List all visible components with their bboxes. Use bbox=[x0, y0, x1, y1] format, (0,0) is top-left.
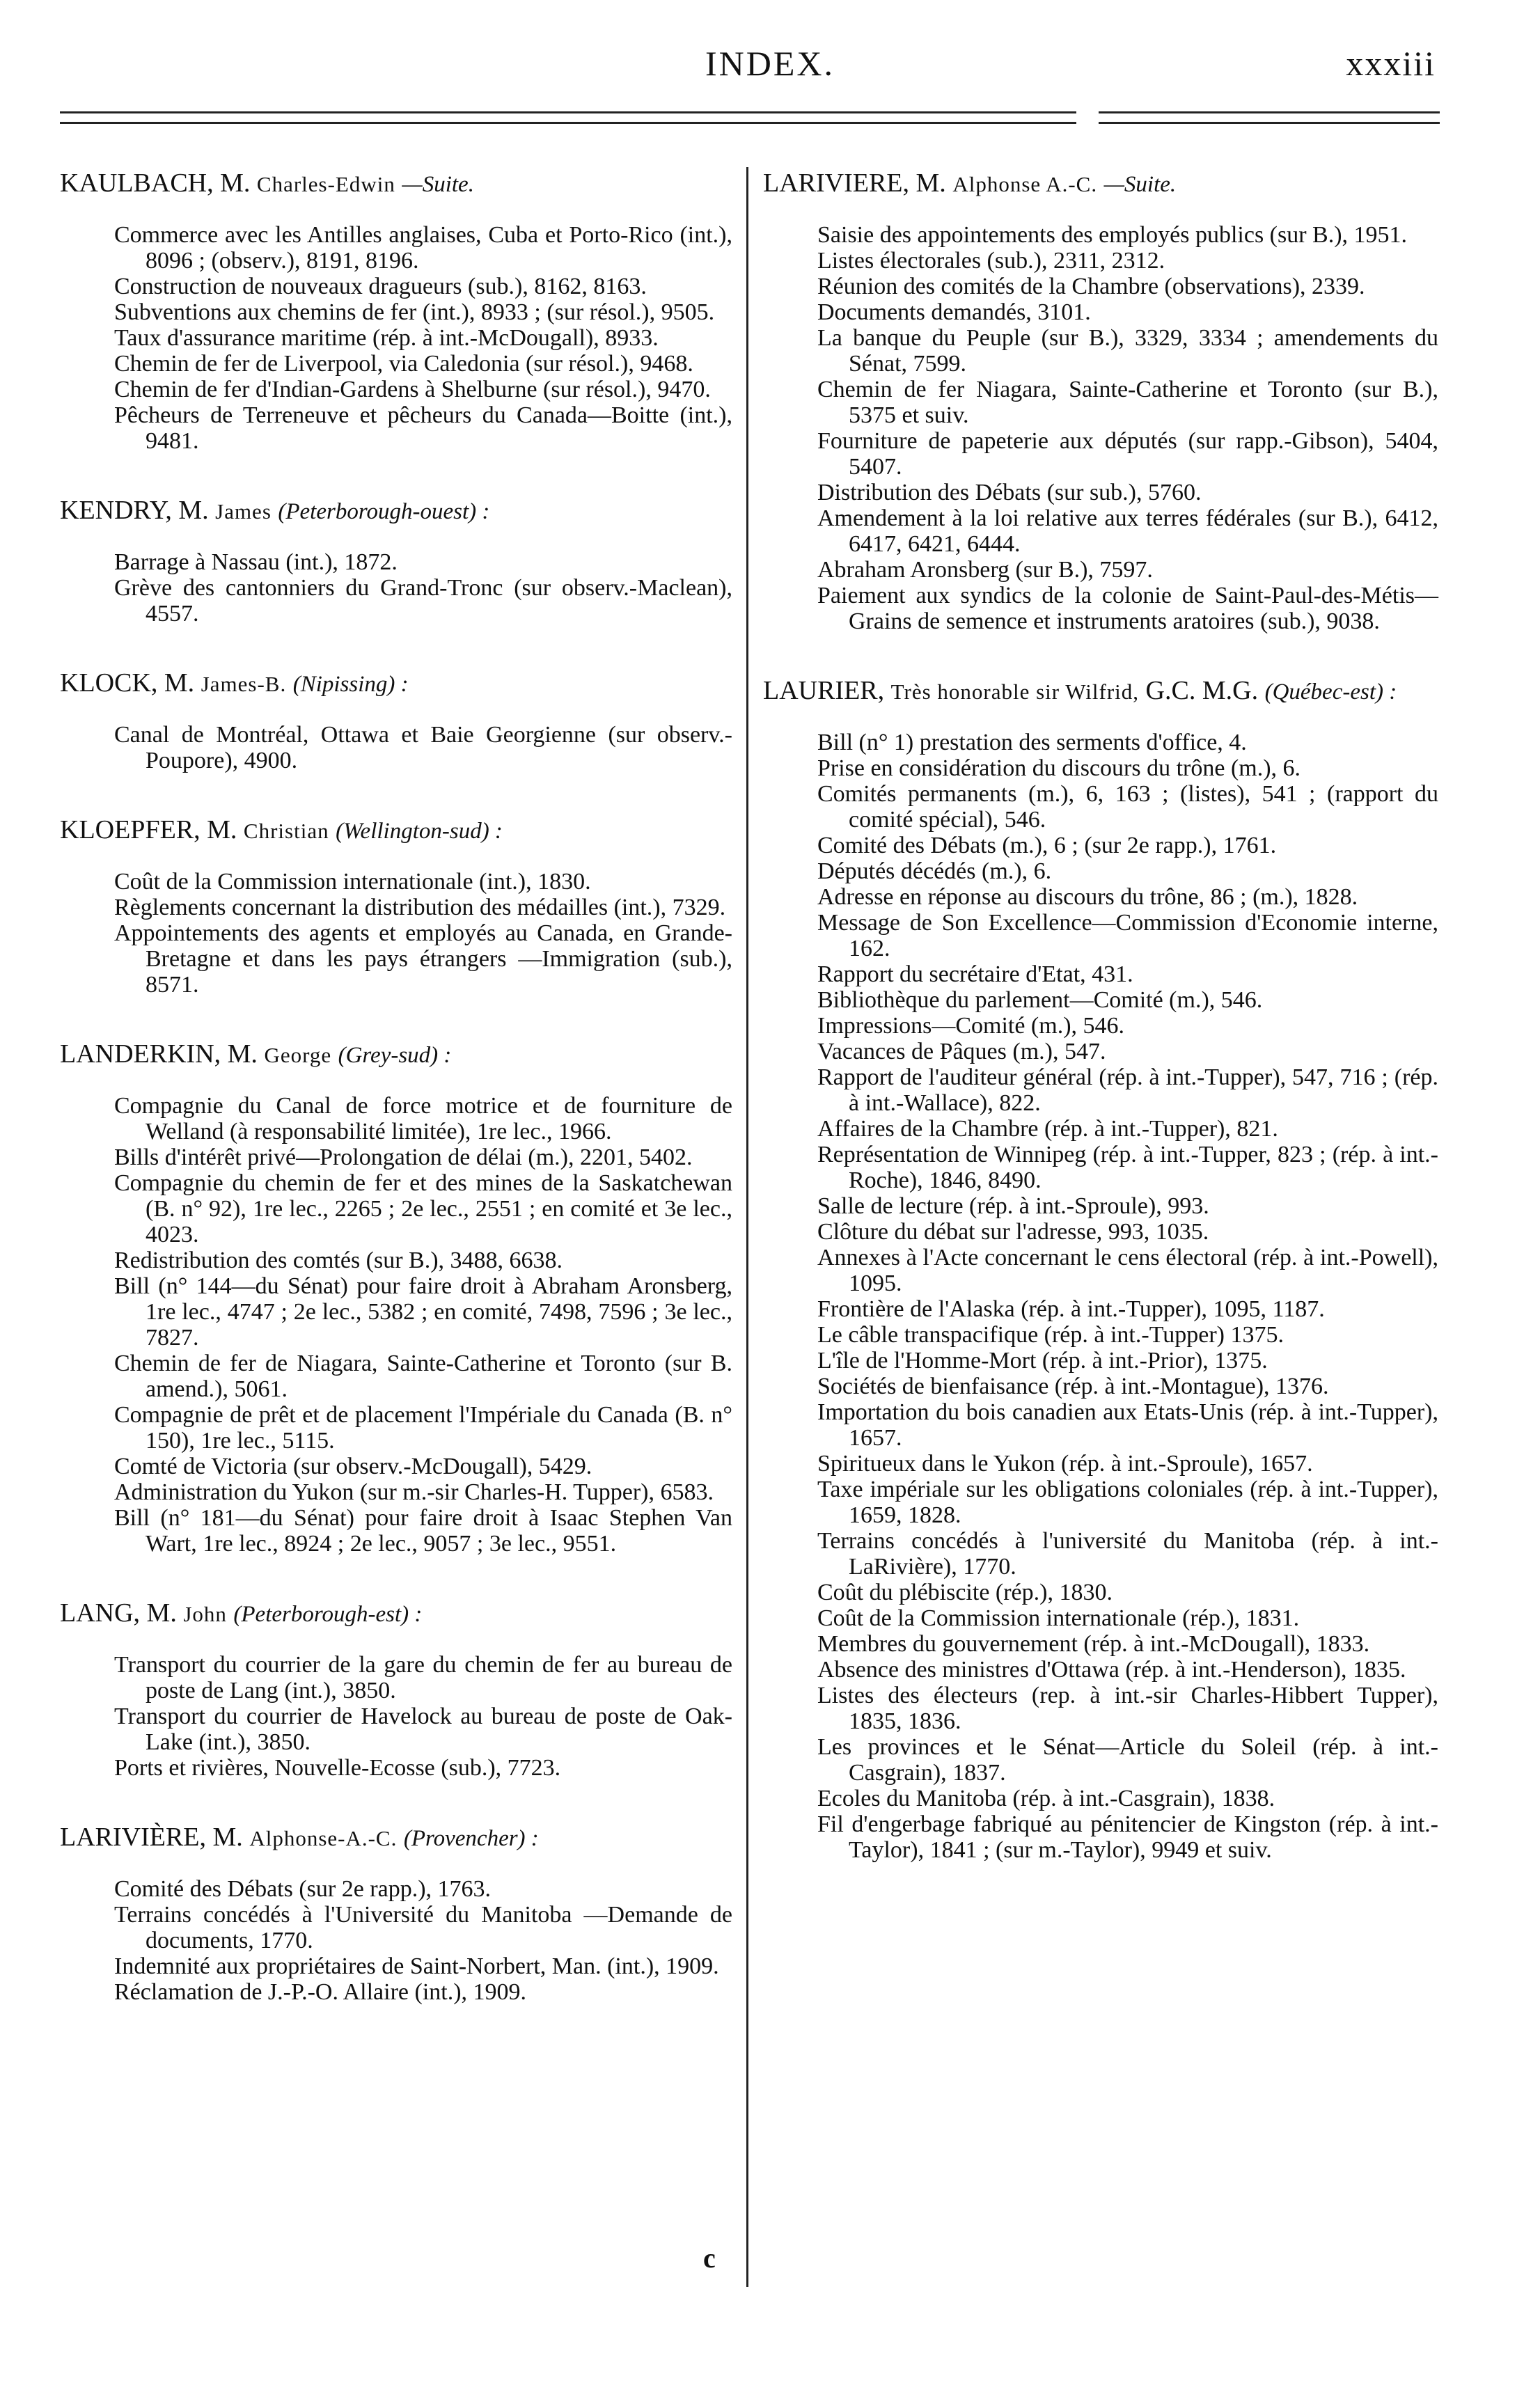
page-title: INDEX. bbox=[705, 44, 835, 83]
index-item: Bills d'intérêt privé—Prolongation de délai (m.), 2201, 5402. bbox=[114, 1144, 693, 1170]
index-item: Fil d'engerbage fabriqué au pénitencier de Kingston (rép. à int.-Taylor), 1841 ; (sur m.-Taylor), 9949 et suiv. bbox=[817, 1811, 1438, 1863]
index-item: Abraham Aronsberg (sur B.), 7597. bbox=[817, 557, 1153, 583]
member-surname: KLOEPFER, M. bbox=[60, 815, 237, 844]
index-item: Réunion des comités de la Chambre (observations), 2339. bbox=[817, 274, 1365, 299]
index-item: L'île de l'Homme-Mort (rép. à int.-Prior), 1375. bbox=[817, 1348, 1268, 1374]
index-item: Taxe impériale sur les obligations coloniales (rép. à int.-Tupper), 1659, 1828. bbox=[817, 1477, 1438, 1528]
index-item: Bill (n° 181—du Sénat) pour faire droit à Isaac Stephen Van Wart, 1re lec., 8924 ; 2e lec., 9057 ; 3e lec., 9551. bbox=[114, 1505, 732, 1557]
index-item: Bibliothèque du parlement—Comité (m.), 546. bbox=[817, 987, 1263, 1013]
entry-items bbox=[60, 549, 732, 627]
index-item: Rapport du secrétaire d'Etat, 431. bbox=[817, 961, 1133, 987]
index-item: Compagnie du Canal de force motrice et de fourniture de Welland (à responsabilité limitée), 1re lec., 1966. bbox=[114, 1093, 732, 1144]
entry-heading bbox=[60, 1821, 732, 1855]
index-item: Adresse en réponse au discours du trône, 86 ; (m.), 1828. bbox=[817, 884, 1358, 910]
index-item: Saisie des appointements des employés publics (sur B.), 1951. bbox=[817, 222, 1408, 248]
page-number: xxxiii bbox=[1346, 44, 1436, 83]
index-item: Fourniture de papeterie aux députés (sur rapp.-Gibson), 5404, 5407. bbox=[817, 428, 1438, 480]
index-item: Pêcheurs de Terreneuve et pêcheurs du Canada—Boitte (int.), 9481. bbox=[114, 402, 732, 454]
index-item: Comté de Victoria (sur observ.-McDougall), 5429. bbox=[114, 1454, 592, 1479]
member-surname: LANG, M. bbox=[60, 1598, 177, 1628]
member-riding: (Peterborough-est) : bbox=[233, 1602, 423, 1627]
member-given-name: Très honorable sir Wilfrid, bbox=[890, 679, 1140, 704]
index-item: Redistribution des comtés (sur B.), 3488, 6638. bbox=[114, 1248, 563, 1273]
index-item: Compagnie de prêt et de placement l'Impériale du Canada (B. n° 150), 1re lec., 5115. bbox=[114, 1402, 732, 1454]
index-item: Spiritueux dans le Yukon (rép. à int.-Sproule), 1657. bbox=[817, 1451, 1313, 1477]
member-surname: LAURIER, bbox=[763, 676, 885, 705]
index-item: Distribution des Débats (sur sub.), 5760. bbox=[817, 480, 1202, 505]
index-item: Subventions aux chemins de fer (int.), 8933 ; (sur résol.), 9505. bbox=[114, 299, 715, 325]
entry-heading bbox=[60, 1038, 732, 1072]
index-item: Coût du plébiscite (rép.), 1830. bbox=[817, 1580, 1113, 1605]
index-item: Coût de la Commission internationale (int.), 1830. bbox=[114, 869, 591, 895]
member-given-name: James bbox=[215, 499, 272, 524]
index-item: Salle de lecture (rép. à int.-Sproule), 993. bbox=[817, 1193, 1209, 1219]
index-item: Chemin de fer d'Indian-Gardens à Shelburne (sur résol.), 9470. bbox=[114, 377, 711, 402]
index-item: Comité des Débats (sur 2e rapp.), 1763. bbox=[114, 1876, 492, 1902]
index-item: Clôture du débat sur l'adresse, 993, 1035. bbox=[817, 1219, 1209, 1245]
member-surname: LARIVIÈRE, M. bbox=[60, 1823, 243, 1852]
index-entry bbox=[763, 167, 1438, 634]
index-item: Membres du gouvernement (rép. à int.-McDougall), 1833. bbox=[817, 1631, 1370, 1657]
index-item: Listes des électeurs (rep. à int.-sir Charles-Hibbert Tupper), 1835, 1836. bbox=[817, 1683, 1438, 1734]
member-surname: KLOCK, M. bbox=[60, 668, 195, 698]
member-riding: —Suite. bbox=[1103, 172, 1177, 197]
index-item: Comité des Débats (m.), 6 ; (sur 2e rapp.), 1761. bbox=[817, 833, 1277, 858]
member-riding: (Nipissing) : bbox=[292, 672, 409, 697]
header-rule-right bbox=[1099, 111, 1440, 124]
entry-items bbox=[60, 869, 732, 998]
entry-items bbox=[60, 722, 732, 773]
index-item: Réclamation de J.-P.-O. Allaire (int.), 1909. bbox=[114, 1979, 527, 2005]
index-item: Transport du courrier de la gare du chemin de fer au bureau de poste de Lang (int.), 3850. bbox=[114, 1652, 732, 1703]
index-item: Amendement à la loi relative aux terres fédérales (sur B.), 6412, 6417, 6421, 6444. bbox=[817, 505, 1438, 557]
header-rule-left bbox=[60, 111, 1076, 124]
entry-items bbox=[763, 222, 1438, 634]
member-honours: G.C. M.G. bbox=[1145, 676, 1259, 705]
index-item: Ports et rivières, Nouvelle-Ecosse (sub.), 7723. bbox=[114, 1755, 561, 1781]
member-given-name: Alphonse-A.-C. bbox=[249, 1826, 398, 1850]
entry-heading bbox=[60, 814, 732, 848]
entry-heading bbox=[763, 675, 1438, 709]
index-item: Comités permanents (m.), 6, 163 ; (listes), 541 ; (rapport du comité spécial), 546. bbox=[817, 781, 1438, 833]
member-riding: (Peterborough-ouest) : bbox=[278, 499, 490, 524]
column-divider bbox=[746, 167, 748, 2287]
entry-items bbox=[60, 1093, 732, 1557]
entry-items bbox=[60, 1876, 732, 2005]
member-given-name: Charles-Edwin bbox=[256, 172, 395, 196]
entry-heading bbox=[60, 494, 732, 528]
index-item: Impressions—Comité (m.), 546. bbox=[817, 1013, 1125, 1039]
index-item: Bill (n° 1) prestation des serments d'office, 4. bbox=[817, 730, 1247, 755]
index-item: Taux d'assurance maritime (rép. à int.-McDougall), 8933. bbox=[114, 325, 659, 351]
member-given-name: Christian bbox=[243, 819, 329, 843]
member-surname: KENDRY, M. bbox=[60, 496, 209, 525]
member-given-name: John bbox=[183, 1602, 227, 1626]
index-item: Canal de Montréal, Ottawa et Baie Georgienne (sur observ.-Poupore), 4900. bbox=[114, 722, 732, 773]
index-item: Frontière de l'Alaska (rép. à int.-Tupper), 1095, 1187. bbox=[817, 1296, 1325, 1322]
index-item: Barrage à Nassau (int.), 1872. bbox=[114, 549, 398, 575]
index-item: Indemnité aux propriétaires de Saint-Norbert, Man. (int.), 1909. bbox=[114, 1953, 719, 1979]
index-item: Compagnie du chemin de fer et des mines de la Saskatchewan (B. n° 92), 1re lec., 2265 ; 2e lec., 2551 ; en comité et 3e lec., 4023. bbox=[114, 1170, 732, 1248]
index-item: Importation du bois canadien aux Etats-Unis (rép. à int.-Tupper), 1657. bbox=[817, 1399, 1438, 1451]
index-item: Terrains concédés à l'université du Manitoba (rép. à int.-LaRivière), 1770. bbox=[817, 1528, 1438, 1580]
index-item: Sociétés de bienfaisance (rép. à int.-Montague), 1376. bbox=[817, 1374, 1329, 1399]
index-item: Les provinces et le Sénat—Article du Soleil (rép. à int.-Casgrain), 1837. bbox=[817, 1734, 1438, 1786]
index-item: Prise en considération du discours du trône (m.), 6. bbox=[817, 755, 1301, 781]
index-item: Rapport de l'auditeur général (rép. à int.-Tupper), 547, 716 ; (rép. à int.-Wallace), 822. bbox=[817, 1064, 1438, 1116]
index-item: Commerce avec les Antilles anglaises, Cuba et Porto-Rico (int.), 8096 ; (observ.), 8191, 8196. bbox=[114, 222, 732, 274]
member-given-name: James-B. bbox=[201, 672, 287, 696]
index-item: Bill (n° 144—du Sénat) pour faire droit à Abraham Aronsberg, 1re lec., 4747 ; 2e lec., 5382 ; en comité, 7498, 7596 ; 3e lec., 7827. bbox=[114, 1273, 732, 1351]
right-column bbox=[763, 167, 1438, 1903]
member-given-name: George bbox=[264, 1043, 332, 1067]
left-column bbox=[60, 167, 732, 2045]
index-item: Chemin de fer de Niagara, Sainte-Catherine et Toronto (sur B. amend.), 5061. bbox=[114, 1351, 732, 1402]
index-entry bbox=[60, 667, 732, 773]
index-item: Listes électorales (sub.), 2311, 2312. bbox=[817, 248, 1165, 274]
index-item: Transport du courrier de Havelock au bureau de poste de Oak-Lake (int.), 3850. bbox=[114, 1703, 732, 1755]
member-surname: LANDERKIN, M. bbox=[60, 1039, 258, 1069]
signature-mark: c bbox=[703, 2242, 716, 2274]
index-item: La banque du Peuple (sur B.), 3329, 3334 ; amendements du Sénat, 7599. bbox=[817, 325, 1438, 377]
entry-items bbox=[60, 1652, 732, 1781]
index-item: Terrains concédés à l'Université du Manitoba —Demande de documents, 1770. bbox=[114, 1902, 732, 1953]
index-item: Grève des cantonniers du Grand-Tronc (sur observ.-Maclean), 4557. bbox=[114, 575, 732, 627]
entry-heading bbox=[60, 167, 732, 201]
index-entry bbox=[60, 167, 732, 454]
index-item: Chemin de fer Niagara, Sainte-Catherine et Toronto (sur B.), 5375 et suiv. bbox=[817, 377, 1438, 428]
member-given-name: Alphonse A.-C. bbox=[952, 172, 1098, 196]
entry-items bbox=[763, 730, 1438, 1863]
entry-heading bbox=[60, 667, 732, 701]
index-entry bbox=[60, 1597, 732, 1781]
member-riding: —Suite. bbox=[402, 172, 474, 197]
index-item: Message de Son Excellence—Commission d'Economie interne, 162. bbox=[817, 910, 1438, 961]
member-riding: (Grey-sud) : bbox=[338, 1043, 452, 1068]
index-item: Administration du Yukon (sur m.-sir Charles-H. Tupper), 6583. bbox=[114, 1479, 714, 1505]
index-entry bbox=[60, 1038, 732, 1557]
member-riding: (Québec-est) : bbox=[1264, 679, 1397, 705]
entry-items bbox=[60, 222, 732, 454]
entry-heading bbox=[60, 1597, 732, 1631]
index-item: Annexes à l'Acte concernant le cens électoral (rép. à int.-Powell), 1095. bbox=[817, 1245, 1438, 1296]
member-riding: (Wellington-sud) : bbox=[336, 819, 503, 844]
entry-heading bbox=[763, 167, 1438, 201]
index-entry bbox=[60, 1821, 732, 2005]
index-item: Affaires de la Chambre (rép. à int.-Tupper), 821. bbox=[817, 1116, 1278, 1142]
index-item: Le câble transpacifique (rép. à int.-Tupper) 1375. bbox=[817, 1322, 1284, 1348]
index-item: Règlements concernant la distribution des médailles (int.), 7329. bbox=[114, 895, 726, 920]
index-item: Députés décédés (m.), 6. bbox=[817, 858, 1052, 884]
index-item: Documents demandés, 3101. bbox=[817, 299, 1091, 325]
member-riding: (Provencher) : bbox=[403, 1826, 539, 1851]
index-entry bbox=[60, 814, 732, 998]
index-item: Paiement aux syndics de la colonie de Saint-Paul-des-Métis—Grains de semence et instruments aratoires (sub.), 9038. bbox=[817, 583, 1438, 634]
index-item: Absence des ministres d'Ottawa (rép. à int.-Henderson), 1835. bbox=[817, 1657, 1406, 1683]
index-item: Chemin de fer de Liverpool, via Caledonia (sur résol.), 9468. bbox=[114, 351, 693, 377]
member-surname: KAULBACH, M. bbox=[60, 168, 251, 198]
index-item: Ecoles du Manitoba (rép. à int.-Casgrain), 1838. bbox=[817, 1786, 1275, 1811]
index-item: Appointements des agents et employés au Canada, en Grande-Bretagne et dans les pays étrangers —Immigration (sub.), 8571. bbox=[114, 920, 732, 998]
index-item: Représentation de Winnipeg (rép. à int.-Tupper, 823 ; (rép. à int.-Roche), 1846, 8490. bbox=[817, 1142, 1438, 1193]
index-item: Vacances de Pâques (m.), 547. bbox=[817, 1039, 1106, 1064]
index-item: Coût de la Commission internationale (rép.), 1831. bbox=[817, 1605, 1300, 1631]
member-surname: LARIVIERE, M. bbox=[763, 168, 946, 198]
index-entry bbox=[763, 675, 1438, 1863]
index-item: Construction de nouveaux dragueurs (sub.), 8162, 8163. bbox=[114, 274, 647, 299]
index-entry bbox=[60, 494, 732, 627]
